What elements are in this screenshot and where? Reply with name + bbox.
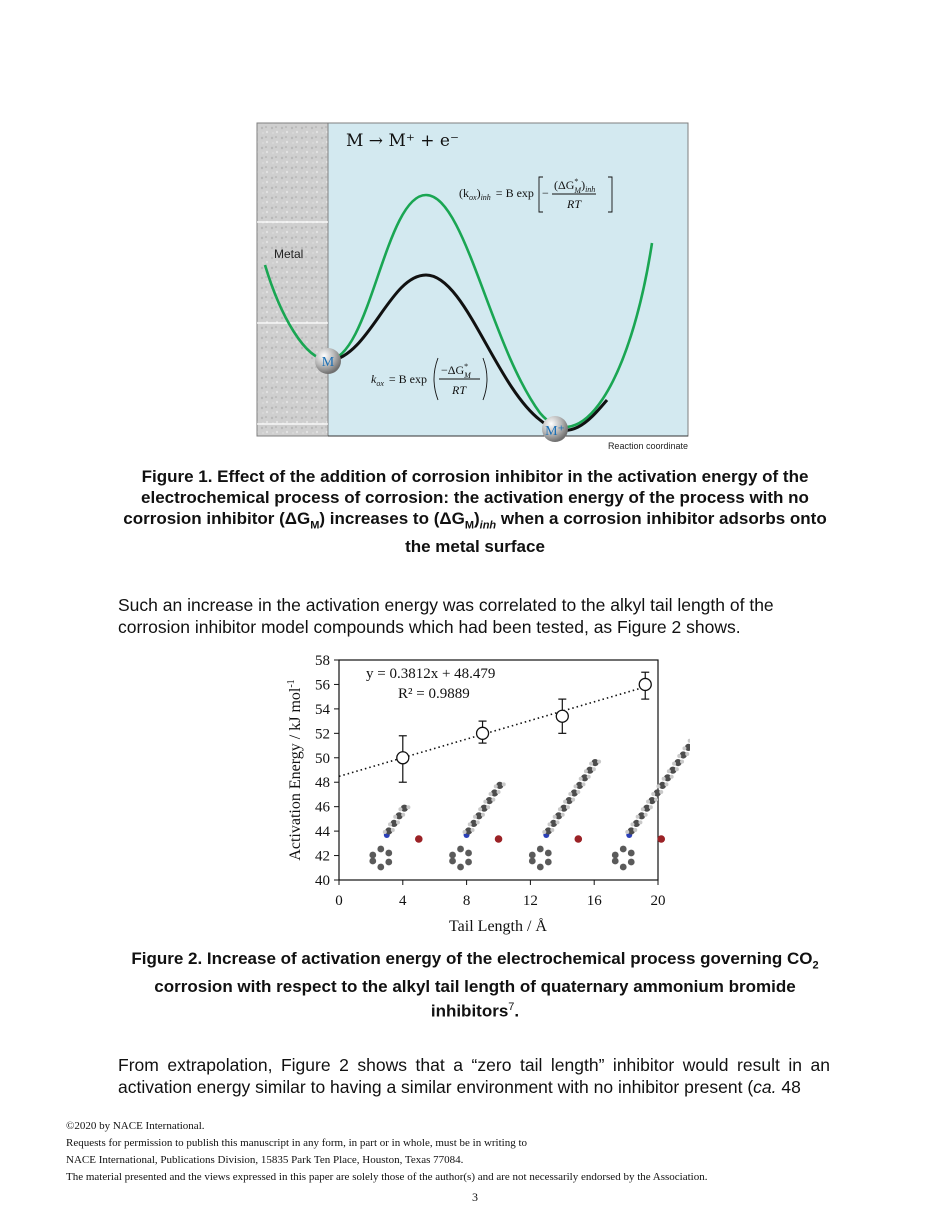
hydrogen-atom <box>548 822 552 826</box>
hydrogen-atom <box>579 777 583 781</box>
hydrogen-atom <box>471 828 475 832</box>
hydrogen-atom <box>486 805 490 809</box>
trendline-equation: y = 0.3812x + 48.479 <box>366 666 496 682</box>
atom <box>529 852 536 859</box>
hydrogen-atom <box>396 820 400 824</box>
hydrogen-atom <box>401 813 405 817</box>
hydrogen-atom <box>633 828 637 832</box>
figure-2-caption: Figure 2. Increase of activation energy of the electrochemical process governing $CO_2$ corrosion with respect to the alkyl tail length of quaternary ammonium bromide inhibitors$^7$. <box>131 949 819 1022</box>
data-point <box>397 752 409 764</box>
hydrogen-atom <box>582 782 586 786</box>
hydrogen-atom <box>667 769 671 773</box>
hydrogen-atom <box>463 830 467 834</box>
metal-ion-label: M⁺ <box>545 424 565 439</box>
hydrogen-atom <box>589 762 593 766</box>
hydrogen-atom <box>649 805 653 809</box>
y-tick-label: 54 <box>315 701 330 718</box>
hydrogen-atom <box>641 807 645 811</box>
x-tick-label: 12 <box>522 893 538 909</box>
atom <box>457 864 464 871</box>
x-tick-label: 20 <box>650 893 666 909</box>
hydrogen-atom <box>685 752 689 756</box>
hydrogen-atom <box>682 746 686 750</box>
atom <box>385 850 392 857</box>
hydrogen-atom <box>677 754 681 758</box>
paragraph-1: Such an increase in the activation energy was correlated to the alkyl tail length of the corrosion inhibitor model compounds which had been tested, as Figure 2 shows. <box>118 595 774 637</box>
footer-address: NACE International, Publications Division, 15835 Park Ten Place, Houston, Texas 77084. <box>66 1154 464 1166</box>
svg-text:RT: RT <box>566 197 582 211</box>
hydrogen-atom <box>473 815 477 819</box>
hydrogen-atom <box>497 790 501 794</box>
hydrogen-atom <box>568 792 572 796</box>
bromide-ion <box>575 835 583 843</box>
hydrogen-atom <box>630 822 634 826</box>
svg-text:RT: RT <box>451 383 467 397</box>
hydrogen-atom <box>592 767 596 771</box>
hydrogen-atom <box>656 784 660 788</box>
hydrogen-atom <box>561 813 565 817</box>
trendline-r2: R² = 0.9889 <box>398 686 470 702</box>
hydrogen-atom <box>644 813 648 817</box>
y-tick-label: 44 <box>315 824 330 841</box>
figure-1-caption: Figure 1. Effect of the addition of corrosion inhibitor in the activation energy of the electrochemical process of corrosion: the activation energy of the process with no corrosion inhibitor $(\Delta G_M)$ increases to $(\Delta G_M)_{inh}$ when a corrosion inhibitor adsorbs onto the metal surface <box>123 467 827 557</box>
atom <box>537 846 544 853</box>
atom <box>449 852 456 859</box>
data-point <box>477 727 489 739</box>
hydrogen-atom <box>542 830 546 834</box>
figure-2-chart <box>270 650 690 940</box>
hydrogen-atom <box>481 813 485 817</box>
hydrogen-atom <box>659 790 663 794</box>
data-point <box>556 710 568 722</box>
metal-block <box>257 123 328 436</box>
reaction-equation: M → M⁺ + e⁻ <box>346 131 459 151</box>
y-tick-label: 40 <box>315 873 330 889</box>
hydrogen-atom <box>383 830 387 834</box>
hydrogen-atom <box>393 815 397 819</box>
hydrogen-atom <box>625 830 629 834</box>
atom <box>465 859 472 866</box>
plot-area <box>339 660 658 880</box>
svg-text:−ΔG*M: −ΔG* M <box>441 362 471 380</box>
y-tick-label: 58 <box>315 653 330 669</box>
data-point <box>639 678 651 690</box>
atom <box>628 859 635 866</box>
atom <box>377 864 384 871</box>
atom <box>628 850 635 857</box>
hydrogen-atom <box>584 769 588 773</box>
atom <box>385 859 392 866</box>
hydrogen-atom <box>391 828 395 832</box>
hydrogen-atom <box>406 805 410 809</box>
atom <box>612 852 619 859</box>
y-tick-label: 50 <box>315 750 330 767</box>
hydrogen-atom <box>672 762 676 766</box>
svg-text:(ΔG*M)inh: (ΔG* $M)_{inh}$ <box>554 177 596 195</box>
atom <box>620 864 627 871</box>
hydrogen-atom <box>680 760 684 764</box>
hydrogen-atom <box>646 800 650 804</box>
atom <box>529 858 536 865</box>
bromide-ion <box>495 835 503 843</box>
x-tick-label: 16 <box>586 893 602 909</box>
hydrogen-atom <box>574 784 578 788</box>
y-tick-label: 42 <box>315 848 330 865</box>
x-axis-label: Tail Length / Å <box>449 918 547 935</box>
svg-text:(kox)inh= B exp: $(k_{ox})_{inh} = B$ exp <box>459 186 534 202</box>
hydrogen-atom <box>502 782 506 786</box>
atom <box>457 846 464 853</box>
page-number: 3 <box>472 1190 478 1204</box>
hydrogen-atom <box>587 775 591 779</box>
atom <box>620 846 627 853</box>
hydrogen-atom <box>494 784 498 788</box>
x-tick-label: 4 <box>399 893 407 909</box>
hydrogen-atom <box>483 800 487 804</box>
y-tick-label: 46 <box>315 799 330 816</box>
atom <box>377 846 384 853</box>
paragraph-2: From extrapolation, Figure 2 shows that a “zero tail length” inhibitor would result in an activation energy similar to having a similar environment with no inhibitor present (ca. 48 <box>118 1055 830 1097</box>
hydrogen-atom <box>670 775 674 779</box>
svg-text:kox= B exp: $k_{ox} = B$ exp <box>371 372 427 388</box>
hydrogen-atom <box>489 792 493 796</box>
hydrogen-atom <box>556 820 560 824</box>
atom <box>369 852 376 859</box>
hydrogen-atom <box>558 807 562 811</box>
footer-copyright: ©2020 by NACE International. <box>66 1120 205 1132</box>
hydrogen-atom <box>550 828 554 832</box>
hydrogen-atom <box>476 820 480 824</box>
hydrogen-atom <box>553 815 557 819</box>
hydrogen-atom <box>491 798 495 802</box>
reaction-coordinate-label: Reaction coordinate <box>607 441 688 451</box>
atom <box>369 858 376 865</box>
footer-permission: Requests for permission to publish this manuscript in any form, in part or in whole, must be in writing to <box>66 1137 528 1149</box>
bromide-ion <box>415 835 423 843</box>
hydrogen-atom <box>478 807 482 811</box>
y-tick-label: 56 <box>315 677 330 694</box>
hydrogen-atom <box>675 767 679 771</box>
y-axis-label: Activation Energy / kJ mol$^{-1}$ <box>286 679 304 861</box>
x-tick-label: 0 <box>335 893 343 909</box>
footer-disclaimer: The material presented and the views expressed in this paper are solely those of the author(s) and are not necessarily endorsed by the Association. <box>66 1171 708 1183</box>
electrolyte-region <box>328 123 688 436</box>
hydrogen-atom <box>388 822 392 826</box>
hydrogen-atom <box>688 739 690 743</box>
hydrogen-atom <box>662 777 666 781</box>
atom <box>545 859 552 866</box>
atom <box>465 850 472 857</box>
hydrogen-atom <box>571 798 575 802</box>
hydrogen-atom <box>563 800 567 804</box>
bromide-ion <box>657 835 665 843</box>
hydrogen-atom <box>468 822 472 826</box>
hydrogen-atom <box>651 792 655 796</box>
hydrogen-atom <box>576 790 580 794</box>
metal-atom-label: M <box>321 355 335 370</box>
hydrogen-atom <box>654 798 658 802</box>
hydrogen-atom <box>398 807 402 811</box>
metal-label: Metal <box>274 247 304 261</box>
atom <box>537 864 544 871</box>
x-tick-label: 8 <box>462 893 471 909</box>
hydrogen-atom <box>566 805 570 809</box>
y-tick-label: 48 <box>315 775 330 792</box>
figure-1 <box>250 115 700 455</box>
hydrogen-atom <box>638 820 642 824</box>
hydrogen-atom <box>597 760 601 764</box>
hydrogen-atom <box>636 815 640 819</box>
hydrogen-atom <box>664 782 668 786</box>
y-tick-label: 52 <box>315 726 330 743</box>
atom <box>545 850 552 857</box>
svg-text:−: − <box>542 186 549 200</box>
atom <box>612 858 619 865</box>
atom <box>449 858 456 865</box>
